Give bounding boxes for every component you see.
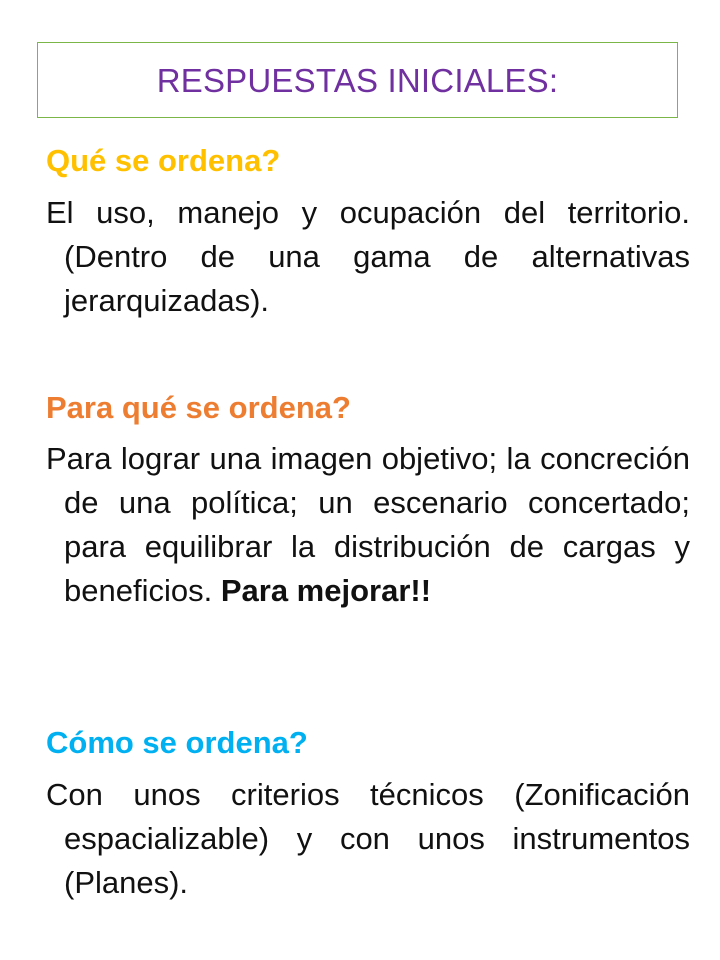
page-title: RESPUESTAS INICIALES: xyxy=(156,61,559,99)
answer-why xyxy=(46,437,690,613)
answer-why-text: Para lograr una imagen objetivo; la concreción de una política; un escenario concertado; para equilibrar la distribución de cargas y beneficios. xyxy=(46,441,690,608)
question-how: Cómo se ordena? xyxy=(46,725,308,760)
answer-why-emphasis: Para mejorar!! xyxy=(220,573,432,608)
title-box xyxy=(37,42,678,118)
answer-how-text: Con unos criterios técnicos (Zonificación espacializable) y con unos instrumentos (Planes). xyxy=(46,777,690,900)
answer-how xyxy=(46,773,690,905)
question-what: Qué se ordena? xyxy=(46,143,281,178)
answer-what-text: El uso, manejo y ocupación del territorio. (Dentro de una gama de alternativas jerarquizadas). xyxy=(46,195,690,318)
question-why: Para qué se ordena? xyxy=(46,390,351,425)
answer-what xyxy=(46,191,690,323)
